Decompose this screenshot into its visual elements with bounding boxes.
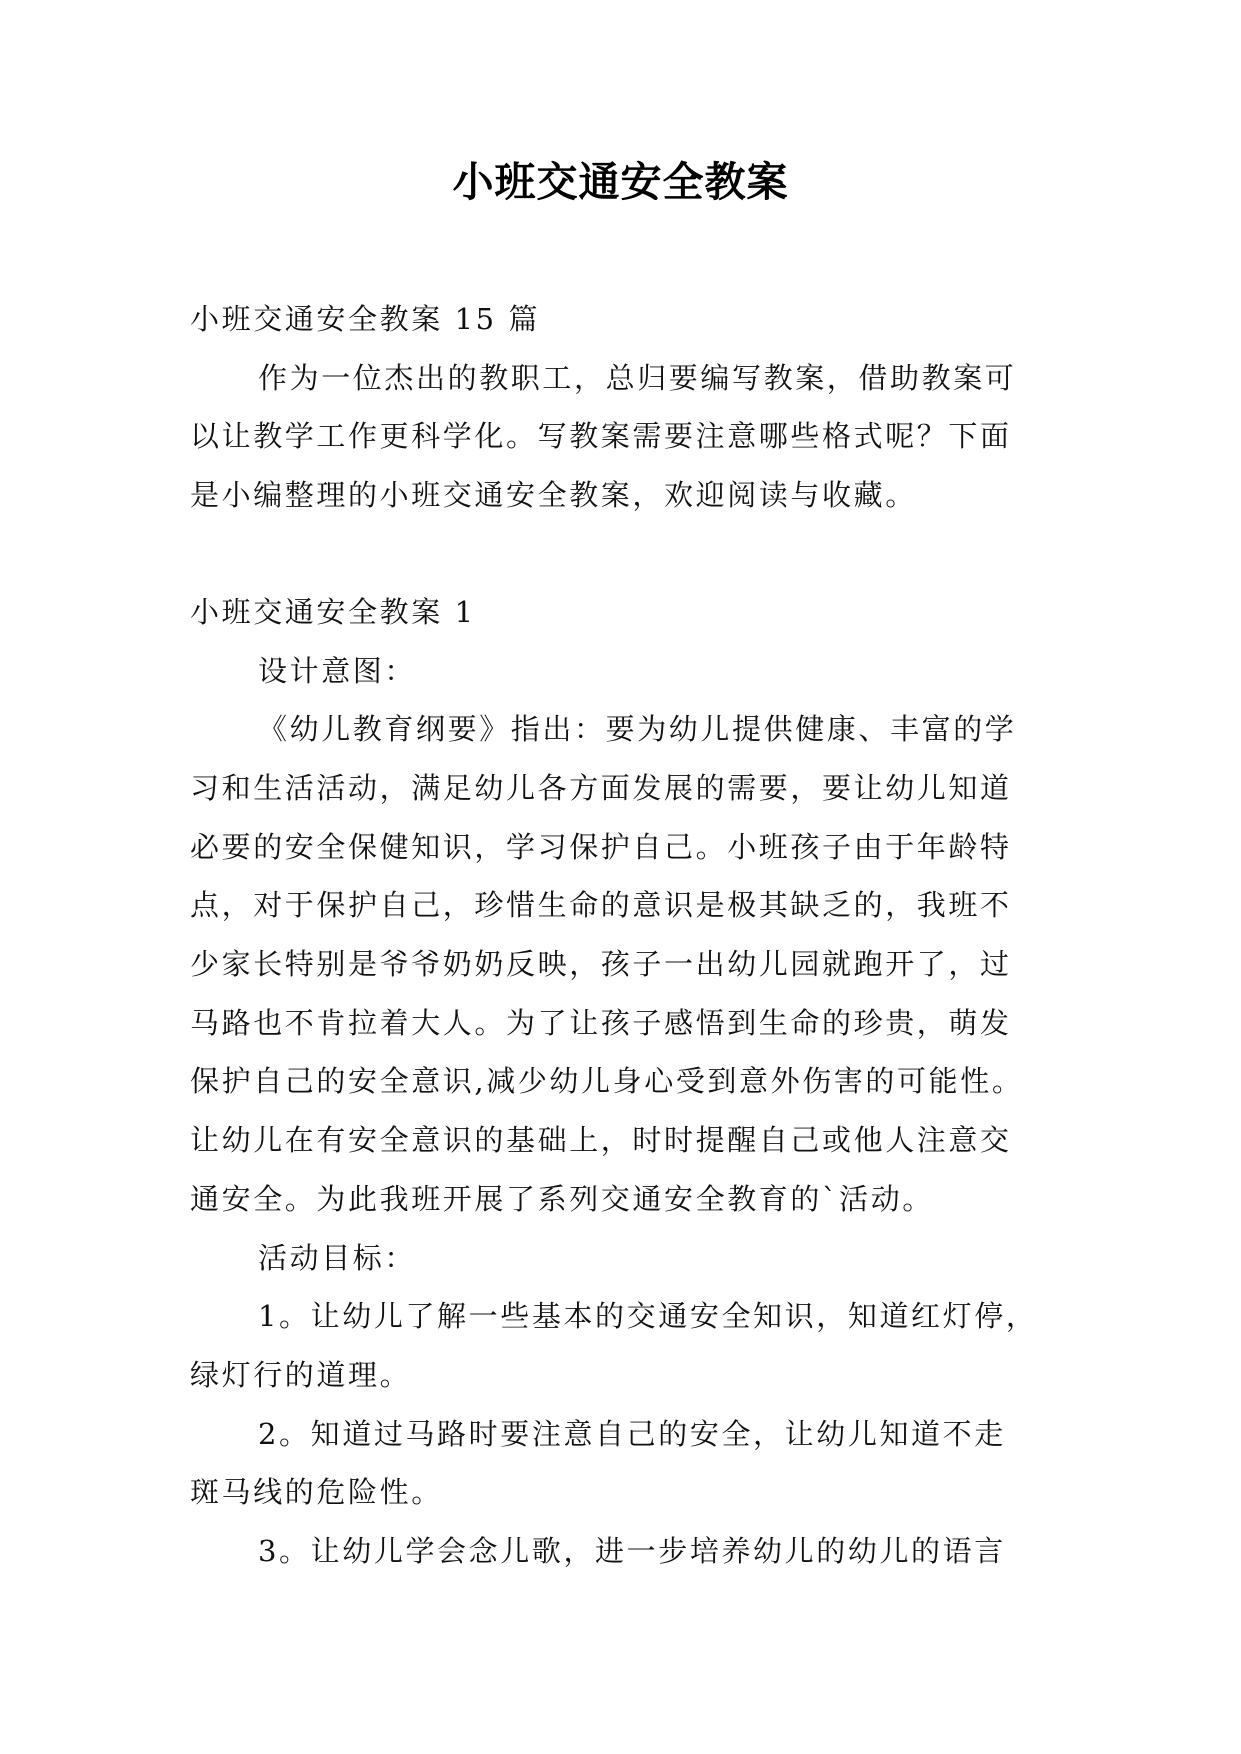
- goal-item-line: 1。让幼儿了解一些基本的交通安全知识，知道红灯停，: [258, 1299, 1038, 1334]
- body-paragraph-line: 点，对于保护自己，珍惜生命的意识是极其缺乏的，我班不: [190, 888, 1012, 923]
- goal-item-line: 绿灯行的道理。: [190, 1357, 412, 1392]
- goal-item-line: 3。让幼儿学会念儿歌，进一步培养幼儿的幼儿的语言: [258, 1534, 1006, 1569]
- document-body: [190, 290, 1060, 1581]
- body-paragraph-line: 《幼儿教育纲要》指出：要为幼儿提供健康、丰富的学: [258, 712, 1017, 747]
- goal-item-line: 2。知道过马路时要注意自己的安全，让幼儿知道不走: [258, 1416, 1006, 1451]
- body-paragraph-line: 让幼儿在有安全意识的基础上，时时提醒自己或他人注意交: [190, 1123, 1012, 1158]
- document-title: 小班交通安全教案: [452, 158, 789, 206]
- body-paragraph-line: 马路也不肯拉着大人。为了让孩子感悟到生命的珍贵，萌发: [190, 1005, 1012, 1040]
- section-heading: 小班交通安全教案 1: [190, 594, 476, 629]
- collection-heading: 小班交通安全教案 15 篇: [190, 302, 541, 336]
- intro-paragraph-line: 是小编整理的小班交通安全教案，欢迎阅读与收藏。: [190, 478, 917, 513]
- body-paragraph-line: 必要的安全保健知识，学习保护自己。小班孩子由于年龄特: [190, 829, 1012, 864]
- intro-paragraph-line: 作为一位杰出的教职工，总归要编写教案，借助教案可: [258, 360, 1017, 395]
- subheading-activity-goals: 活动目标：: [258, 1240, 417, 1275]
- body-paragraph-line: 习和生活活动，满足幼儿各方面发展的需要，要让幼儿知道: [190, 770, 1012, 805]
- body-paragraph-line: 少家长特别是爷爷奶奶反映，孩子一出幼儿园就跑开了，过: [190, 947, 1012, 982]
- subheading-design-intent: 设计意图：: [258, 653, 417, 688]
- intro-paragraph-line: 以让教学工作更科学化。写教案需要注意哪些格式呢？下面: [190, 419, 1012, 454]
- body-paragraph-line: 保护自己的安全意识,减少幼儿身心受到意外伤害的可能性。: [190, 1064, 1024, 1099]
- body-paragraph-line: 通安全。为此我班开展了系列交通安全教育的`活动。: [190, 1181, 934, 1216]
- goal-item-line: 斑马线的危险性。: [190, 1475, 443, 1510]
